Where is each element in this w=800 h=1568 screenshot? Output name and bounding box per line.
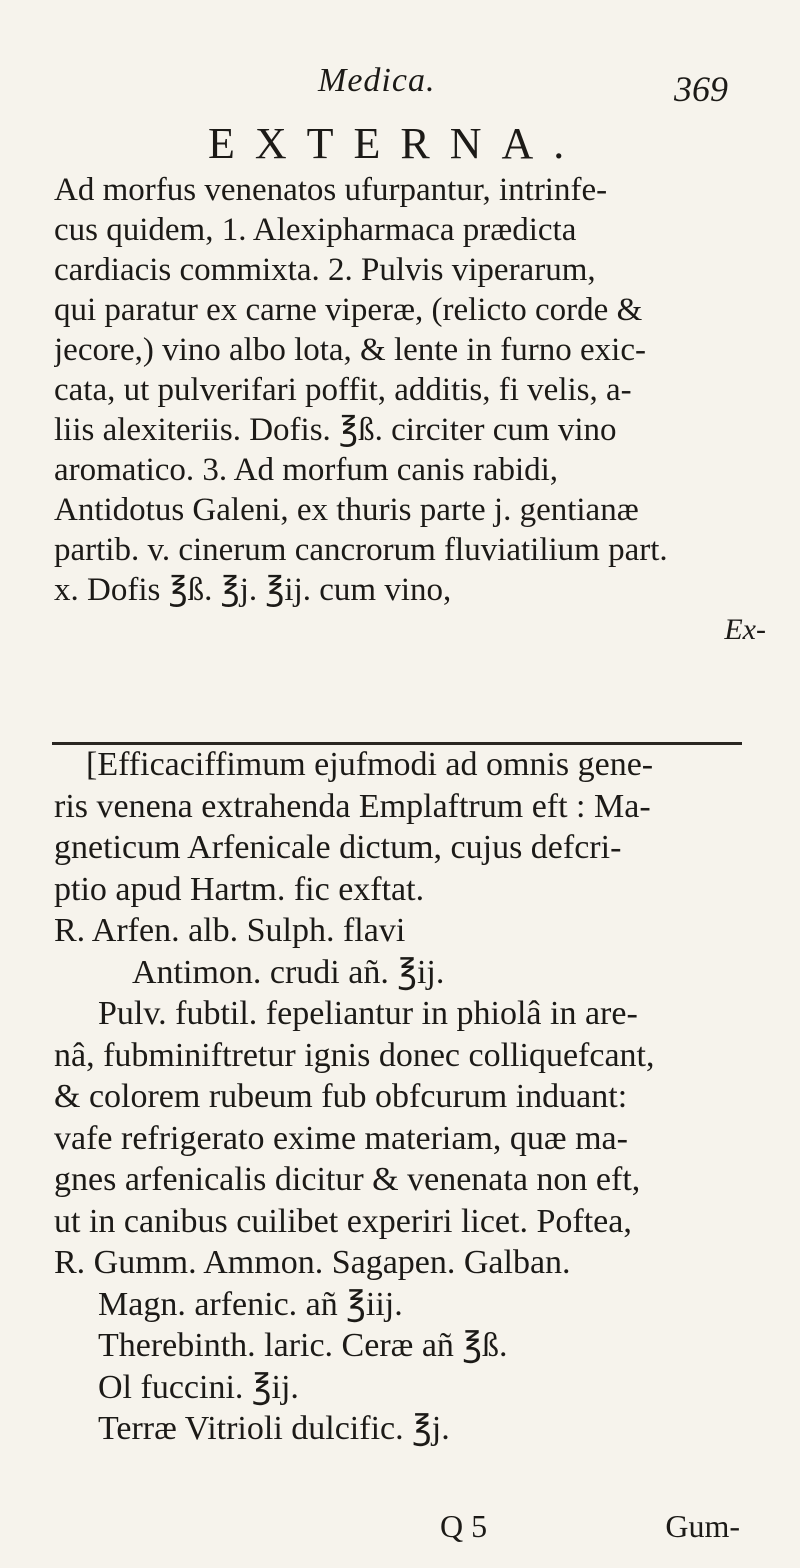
text-line: aromatico. 3. Ad morfum canis rabidi, bbox=[54, 452, 559, 488]
page-number: 369 bbox=[674, 69, 728, 109]
text-line: ut in canibus cuilibet experiri licet. Poftea, bbox=[54, 1202, 632, 1240]
text-line: [Efficaciffimum ejufmodi ad omnis gene- bbox=[86, 746, 654, 783]
catchword: Gum- bbox=[665, 1508, 740, 1544]
text-line: gnes arfenicalis dicitur & venenata non eft, bbox=[54, 1161, 641, 1198]
page-footer bbox=[440, 1508, 740, 1545]
signature-mark: Q 5 bbox=[440, 1508, 488, 1544]
text-line: cata, ut pulverifari poffit, additis, fi velis, a- bbox=[54, 372, 632, 408]
text-line: liis alexiteriis. Dofis. ℥ß. circiter cum vino bbox=[54, 412, 617, 448]
text-line: Terræ Vitrioli dulcific. ℥j. bbox=[98, 1410, 450, 1447]
text-line: partib. v. cinerum cancrorum fluviatilium part. bbox=[54, 532, 668, 568]
text-line: cardiacis commixta. 2. Pulvis viperarum, bbox=[54, 252, 596, 288]
text-line: nâ, fubminiftretur ignis donec colliquefcant, bbox=[54, 1036, 655, 1074]
text-line: cus quidem, 1. Alexipharmaca prædicta bbox=[54, 212, 577, 248]
text-line: qui paratur ex carne viperæ, (relicto corde & bbox=[54, 292, 643, 328]
section-title: EXTERNA. bbox=[208, 119, 585, 168]
text-line: R. Arfen. alb. Sulph. flavi bbox=[54, 912, 406, 949]
text-line: & colorem rubeum fub obfcurum induant: bbox=[54, 1078, 628, 1115]
text-line: Magn. arfenic. añ ℥iij. bbox=[98, 1285, 403, 1323]
text-line: ris venena extrahenda Emplaftrum eft : Ma- bbox=[54, 787, 651, 825]
paragraph-1 bbox=[54, 170, 774, 650]
running-head: Medica. bbox=[318, 62, 436, 99]
text-line: ptio apud Hartm. fic exftat. bbox=[54, 870, 425, 908]
catchword: Ex- bbox=[724, 613, 766, 646]
paragraph-2 bbox=[54, 744, 774, 1450]
text-line: jecore,) vino albo lota, & lente in furno exic- bbox=[54, 332, 646, 368]
text-line: Ol fuccini. ℥ij. bbox=[98, 1368, 299, 1406]
text-line: Antidotus Galeni, ex thuris parte j. gentianæ bbox=[54, 492, 639, 528]
text-line: vafe refrigerato exime materiam, quæ ma- bbox=[54, 1119, 628, 1157]
text-line: Antimon. crudi añ. ℥ij. bbox=[132, 953, 445, 991]
text-line: Pulv. fubtil. fepeliantur in phiolâ in are- bbox=[98, 995, 638, 1032]
text-line: gneticum Arfenicale dictum, cujus defcri- bbox=[54, 829, 622, 866]
text-line: Ad morfus venenatos ufurpantur, intrinfe- bbox=[54, 172, 608, 208]
text-line: R. Gumm. Ammon. Sagapen. Galban. bbox=[54, 1244, 571, 1281]
text-line: x. Dofis ℥ß. ℥j. ℥ij. cum vino, bbox=[54, 572, 452, 608]
text-line: Therebinth. laric. Ceræ añ ℥ß. bbox=[98, 1327, 508, 1364]
